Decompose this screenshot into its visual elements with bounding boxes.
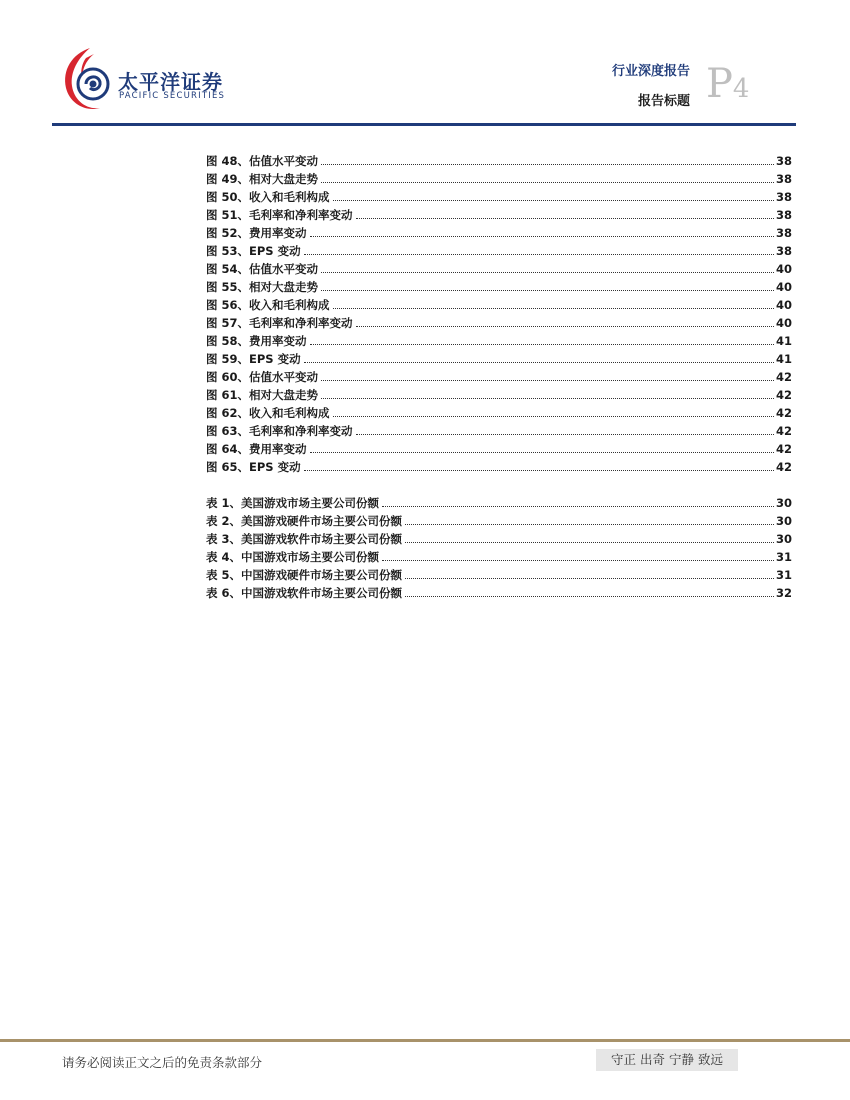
toc-entry[interactable]: [206, 492, 792, 510]
toc-leader-dots: [405, 524, 774, 525]
toc-entry[interactable]: [206, 150, 792, 168]
logo-chinese-name: 太平洋证券: [118, 70, 223, 94]
toc-entry[interactable]: [206, 240, 792, 258]
toc-entry[interactable]: [206, 546, 792, 564]
pacific-securities-logo-icon: [60, 44, 116, 114]
toc-entry-page: 30: [775, 514, 792, 528]
toc-entry[interactable]: [206, 438, 792, 456]
toc-entry[interactable]: [206, 330, 792, 348]
toc-entry-label: 图 49、相对大盘走势: [206, 172, 319, 186]
toc-entry-page: 38: [775, 208, 792, 222]
report-title: 报告标题: [637, 94, 690, 109]
toc-leader-dots: [310, 236, 774, 237]
toc-entry[interactable]: [206, 402, 792, 420]
toc-entry-page: 42: [775, 424, 792, 438]
toc-entry-label: 表 5、中国游戏硬件市场主要公司份额: [206, 568, 403, 582]
toc-leader-dots: [356, 434, 774, 435]
toc-entry[interactable]: [206, 510, 792, 528]
toc-entry-label: 图 48、估值水平变动: [206, 154, 319, 168]
toc-leader-dots: [356, 218, 774, 219]
toc-entry[interactable]: [206, 420, 792, 438]
toc-entry-label: 表 3、美国游戏软件市场主要公司份额: [206, 532, 403, 546]
toc-entry-page: 42: [775, 370, 792, 384]
toc-entry-label: 图 60、估值水平变动: [206, 370, 319, 384]
toc-entry-page: 42: [775, 406, 792, 420]
toc-entry-page: 38: [775, 244, 792, 258]
toc-entry-page: 38: [775, 226, 792, 240]
toc-entry-label: 图 57、毛利率和净利率变动: [206, 316, 353, 330]
toc-leader-dots: [304, 362, 774, 363]
toc-entry-page: 40: [775, 262, 792, 276]
toc-leader-dots: [333, 308, 774, 309]
toc-leader-dots: [321, 164, 774, 165]
toc-leader-dots: [310, 452, 774, 453]
toc-leader-dots: [405, 542, 774, 543]
toc-entry[interactable]: [206, 312, 792, 330]
toc-entry-label: 图 55、相对大盘走势: [206, 280, 319, 294]
toc-entry-label: 图 56、收入和毛利构成: [206, 298, 330, 312]
toc-leader-dots: [321, 398, 774, 399]
toc-entry[interactable]: [206, 204, 792, 222]
toc-entry[interactable]: [206, 168, 792, 186]
toc-entry-page: 30: [775, 496, 792, 510]
toc-entry-page: 31: [775, 568, 792, 582]
toc-entry[interactable]: [206, 564, 792, 582]
toc-entry-label: 图 52、费用率变动: [206, 226, 307, 240]
page-number-prefix: P: [706, 61, 733, 107]
toc-entry-page: 42: [775, 442, 792, 456]
toc-entry-label: 图 63、毛利率和净利率变动: [206, 424, 353, 438]
toc-leader-dots: [304, 254, 774, 255]
toc-entry-label: 图 51、毛利率和净利率变动: [206, 208, 353, 222]
toc-entry-label: 图 54、估值水平变动: [206, 262, 319, 276]
toc-entry-label: 图 61、相对大盘走势: [206, 388, 319, 402]
toc-leader-dots: [310, 344, 774, 345]
toc-entry-page: 31: [775, 550, 792, 564]
toc-entry-label: 图 62、收入和毛利构成: [206, 406, 330, 420]
toc-entry-page: 38: [775, 154, 792, 168]
company-logo: [60, 44, 230, 114]
toc-leader-dots: [382, 560, 774, 561]
toc-leader-dots: [321, 380, 774, 381]
page-number-digit: 4: [732, 74, 750, 104]
toc-leader-dots: [321, 290, 774, 291]
toc-entry[interactable]: [206, 384, 792, 402]
toc-entry-label: 表 1、美国游戏市场主要公司份额: [206, 496, 380, 510]
toc-leader-dots: [356, 326, 774, 327]
toc-entry-label: 图 64、费用率变动: [206, 442, 307, 456]
toc-entry-page: 40: [775, 298, 792, 312]
toc-entry[interactable]: [206, 582, 792, 600]
toc-entry-page: 41: [775, 352, 792, 366]
toc-entry-label: 表 2、美国游戏硬件市场主要公司份额: [206, 514, 403, 528]
toc-entry[interactable]: [206, 294, 792, 312]
toc-entry[interactable]: [206, 276, 792, 294]
toc-leader-dots: [405, 596, 774, 597]
toc-leader-dots: [304, 470, 774, 471]
toc-entry-page: 42: [775, 460, 792, 474]
toc-entry-page: 38: [775, 172, 792, 186]
toc-entry-label: 图 58、费用率变动: [206, 334, 307, 348]
toc-leader-dots: [405, 578, 774, 579]
page-number: [706, 61, 750, 107]
toc-entry-page: 30: [775, 532, 792, 546]
toc-entry-page: 40: [775, 280, 792, 294]
company-motto: 守正 出奇 宁静 致远: [596, 1049, 738, 1071]
toc-entry[interactable]: [206, 366, 792, 384]
report-type: 行业深度报告: [611, 64, 690, 79]
toc-entry[interactable]: [206, 222, 792, 240]
toc-entry[interactable]: [206, 456, 792, 474]
toc-entry[interactable]: [206, 258, 792, 276]
toc-entry-label: 图 53、EPS 变动: [206, 244, 301, 258]
toc-entry-page: 42: [775, 388, 792, 402]
footer-divider: [0, 1039, 850, 1042]
header-divider: [52, 123, 796, 126]
toc-entry-label: 表 4、中国游戏市场主要公司份额: [206, 550, 380, 564]
toc-leader-dots: [321, 272, 774, 273]
toc-entry-page: 38: [775, 190, 792, 204]
toc-leader-dots: [333, 200, 774, 201]
toc-entry[interactable]: [206, 348, 792, 366]
toc-leader-dots: [333, 416, 774, 417]
toc-entry-label: 图 65、EPS 变动: [206, 460, 301, 474]
toc-entry-label: 表 6、中国游戏软件市场主要公司份额: [206, 586, 403, 600]
disclaimer-text: 请务必阅读正文之后的免责条款部分: [62, 1055, 263, 1070]
toc-entry-label: 图 59、EPS 变动: [206, 352, 301, 366]
toc-leader-dots: [321, 182, 774, 183]
logo-english-name: PACIFIC SECURITIES: [119, 91, 226, 101]
toc-entry[interactable]: [206, 528, 792, 546]
toc-entry-page: 32: [775, 586, 792, 600]
toc-leader-dots: [382, 506, 774, 507]
toc-entry-page: 40: [775, 316, 792, 330]
toc-entry-label: 图 50、收入和毛利构成: [206, 190, 330, 204]
toc-entry[interactable]: [206, 186, 792, 204]
toc-entry-page: 41: [775, 334, 792, 348]
